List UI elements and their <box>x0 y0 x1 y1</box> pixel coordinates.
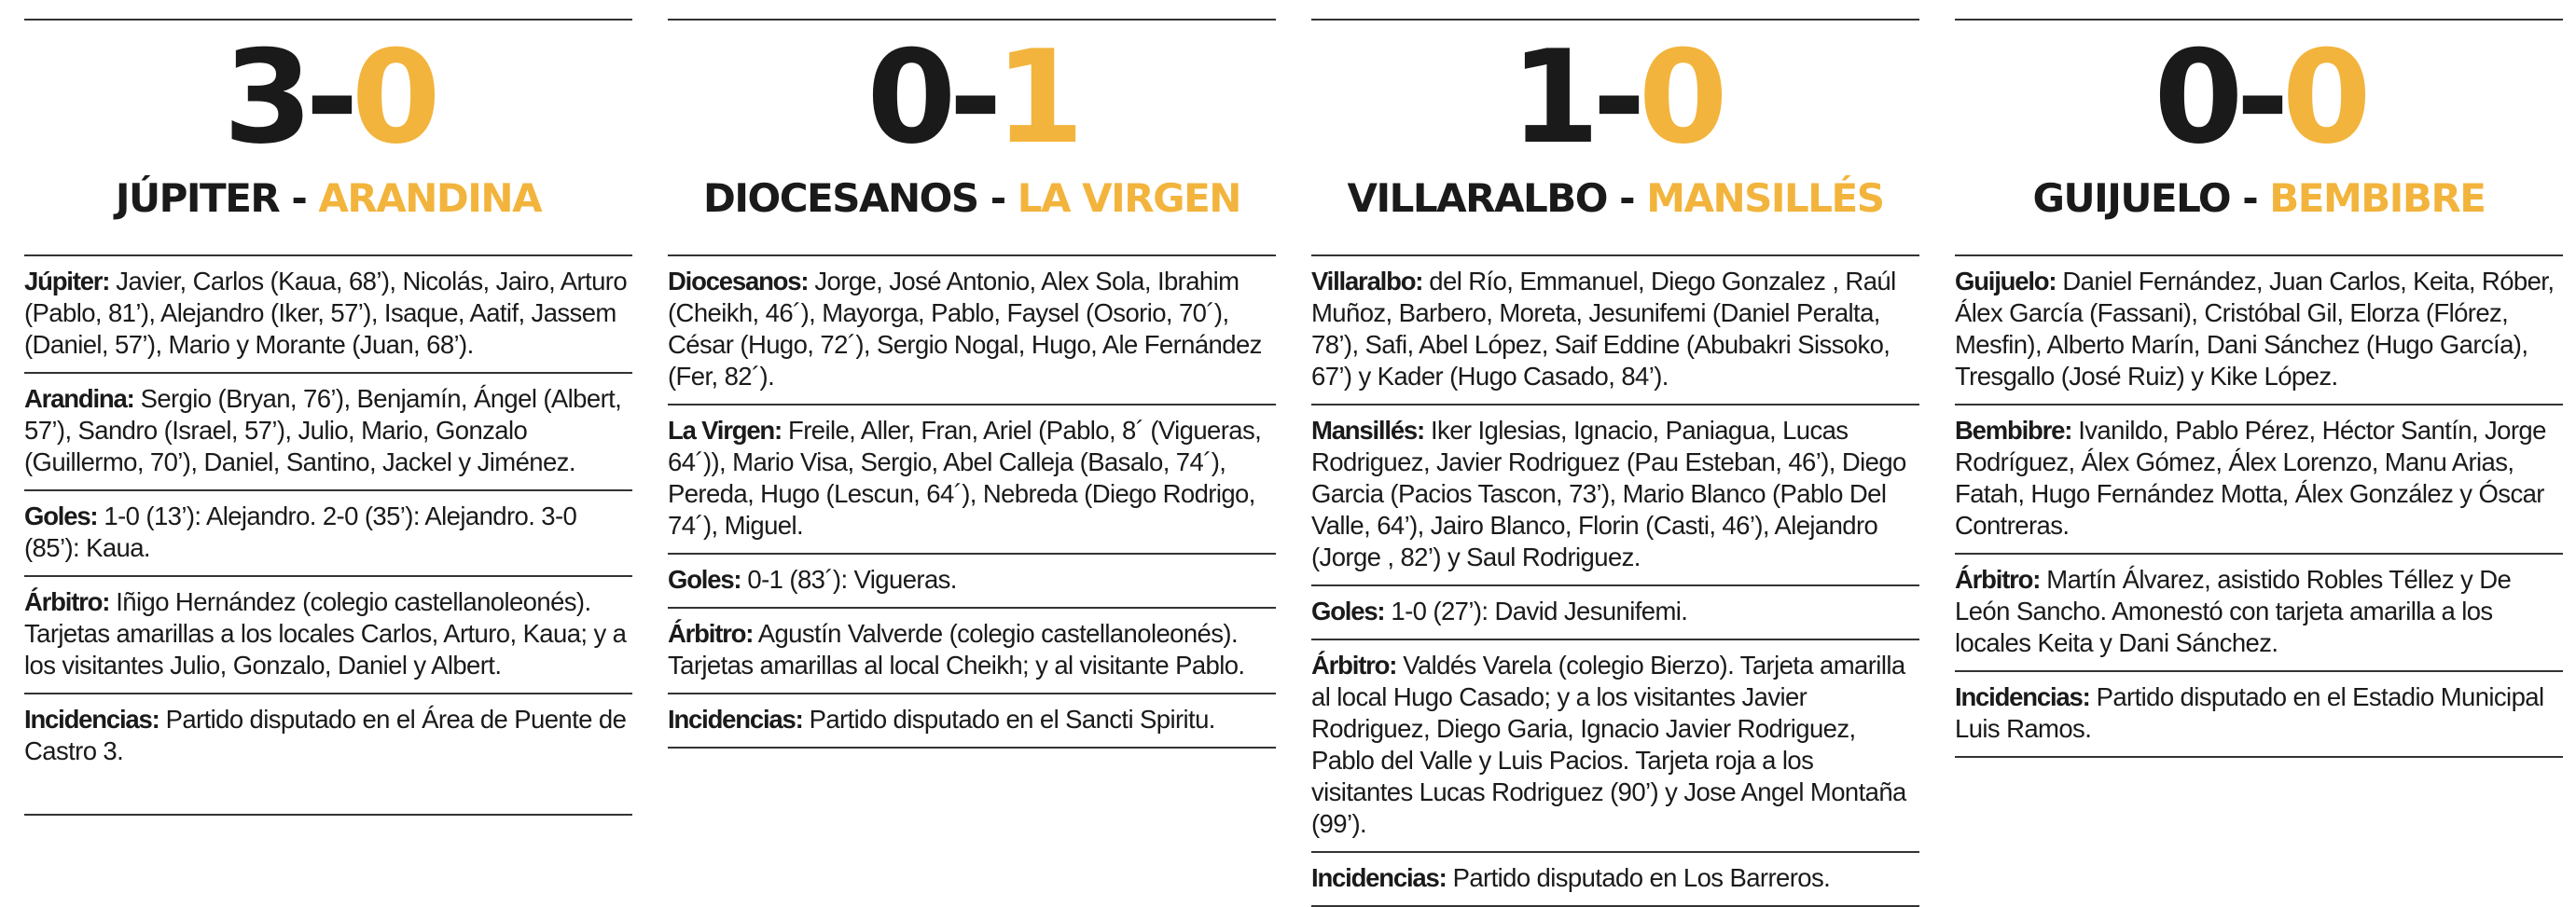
incidents <box>1955 670 2563 756</box>
top-divider <box>24 19 632 21</box>
entry-text: del Río, Emmanuel, Diego Gonzalez , Raúl Muñoz, Barbero, Moreta, Jesunifemi (Daniel Peralta, 78’), Safi, Abel López, Saif Eddine (Abubakri Sissoko, 67’) y Kader (Hugo Casado, 84’). <box>1311 267 1896 391</box>
home-lineup <box>1955 254 2563 404</box>
referee <box>1311 639 1919 851</box>
entry-label: Arandina: <box>24 384 134 413</box>
away-score: 1 <box>994 22 1077 172</box>
home-score: 3 <box>223 22 306 172</box>
entry-text: Freile, Aller, Fran, Ariel (Pablo, 8´ (Vigueras, 64´)), Mario Visa, Sergio, Abel Calleja (Basalo, 74´), Pereda, Hugo (Lescun, 64´), Nebreda (Diego Rodrigo, 74´), Miguel. <box>668 416 1262 540</box>
bottom-divider <box>1955 756 2563 758</box>
away-lineup <box>1311 404 1919 584</box>
top-divider <box>1311 19 1919 21</box>
referee <box>1955 553 2563 670</box>
match-report-jupiter-arandina <box>24 0 632 816</box>
away-team: ARANDINA <box>318 175 542 221</box>
bottom-divider <box>668 747 1276 749</box>
entry-text: Sergio (Bryan, 76’), Benjamín, Ángel (Albert, 57’), Sandro (Israel, 57’), Julio, Mario, Gonzalo (Guillermo, 70’), Daniel, Santino, Jackel y Jiménez. <box>24 384 622 476</box>
entry-text: Javier, Carlos (Kaua, 68’), Nicolás, Jairo, Arturo (Pablo, 81’), Alejandro (Iker, 57’), Isaque, Aatif, Jassem (Daniel, 57’), Mario y Morante (Juan, 68’). <box>24 267 628 359</box>
top-divider <box>1955 19 2563 21</box>
entry-label: Diocesanos: <box>668 267 809 295</box>
entry-text: Partido disputado en el Estadio Municipal Luis Ramos. <box>1955 682 2544 743</box>
entry-text: Iñigo Hernández (colegio castellanoleonés). Tarjetas amarillas a los locales Carlos, Arturo, Kaua; y a los visitantes Julio, Gonzalo, Daniel y Albert. <box>24 587 627 680</box>
entry-label: Árbitro: <box>1955 565 2041 594</box>
entry-label: Mansillés: <box>1311 416 1424 445</box>
entry-label: Villaralbo: <box>1311 267 1423 295</box>
home-lineup <box>1311 254 1919 404</box>
team-names <box>1311 172 1919 225</box>
goals <box>1311 584 1919 639</box>
entry-text: Daniel Fernández, Juan Carlos, Keita, Róber, Álex García (Fassani), Cristóbal Gil, Elorza (Flórez, Mesfin), Alberto Marín, Dani Sánchez (Hugo García), Tresgallo (José Ruiz) y Kike López. <box>1955 267 2555 391</box>
entry-text: Partido disputado en Los Barreros. <box>1446 863 1831 892</box>
entry-text: 0-1 (83´): Vigueras. <box>741 565 957 594</box>
home-lineup <box>24 254 632 372</box>
entry-text: Partido disputado en el Sancti Spiritu. <box>802 705 1215 734</box>
incidents <box>1311 851 1919 905</box>
entry-text: Jorge, José Antonio, Alex Sola, Ibrahim (Cheikh, 46´), Mayorga, Pablo, Faysel (Osorio, 70´), César (Hugo, 72´), Sergio Nogal, Hugo, Ale Fernández (Fer, 82´). <box>668 267 1262 391</box>
entry-text: Agustín Valverde (colegio castellanoleonés). Tarjetas amarillas al local Cheikh; y al visitante Pablo. <box>668 619 1245 680</box>
entry-label: La Virgen: <box>668 416 782 445</box>
entry-text: Iker Iglesias, Ignacio, Paniagua, Lucas Rodriguez, Javier Rodriguez (Pau Esteban, 46’), Diego Garcia (Pacios Tascon, 73’), Mario Blanco (Pablo Del Valle, 64’), Jairo Blanco, Florin (Casti, 46’), Alejandro (Jorge , 82’) y Saul Rodriguez. <box>1311 416 1906 571</box>
scoreline <box>668 22 1276 172</box>
referee <box>668 607 1276 693</box>
away-lineup <box>1955 404 2563 553</box>
away-score: 0 <box>2281 22 2364 172</box>
scoreline <box>1311 22 1919 172</box>
entry-label: Goles: <box>1311 597 1385 625</box>
away-lineup <box>668 404 1276 553</box>
team-names <box>668 172 1276 225</box>
incidents <box>668 693 1276 747</box>
entry-label: Árbitro: <box>24 587 110 616</box>
entry-label: Júpiter: <box>24 267 110 295</box>
entry-text: Martín Álvarez, asistido Robles Téllez y De León Sancho. Amonestó con tarjeta amarilla a los locales Keita y Dani Sánchez. <box>1955 565 2512 657</box>
match-report-diocesanos-la-virgen <box>668 0 1276 749</box>
team-names <box>24 172 632 225</box>
home-team: GUIJUELO <box>2032 175 2231 221</box>
entry-text: Valdés Varela (colegio Bierzo). Tarjeta amarilla al local Hugo Casado; y a los visitantes Javier Rodriguez, Diego Garia, Ignacio Javier Rodriguez, Pablo del Valle y Luis Pacios. Tarjeta roja a los visitantes Lucas Rodriguez (90’) y Jose Angel Montaña (99’). <box>1311 651 1906 838</box>
team-names <box>1955 172 2563 225</box>
home-score: 0 <box>866 22 949 172</box>
entry-label: Goles: <box>668 565 741 594</box>
match-report-guijuelo-bembibre <box>1955 0 2563 758</box>
score-separator: - <box>1592 22 1639 172</box>
entry-label: Goles: <box>24 502 98 530</box>
entry-text: Partido disputado en el Área de Puente de Castro 3. <box>24 705 627 765</box>
scoreline <box>1955 22 2563 172</box>
entry-label: Incidencias: <box>1311 863 1447 892</box>
entry-label: Incidencias: <box>24 705 159 734</box>
home-score: 1 <box>1510 22 1593 172</box>
away-team: BEMBIBRE <box>2269 175 2486 221</box>
away-team: MANSILLÉS <box>1646 175 1884 221</box>
goals <box>668 553 1276 607</box>
home-team: VILLARALBO <box>1347 175 1607 221</box>
score-separator: - <box>949 22 995 172</box>
home-score: 0 <box>2154 22 2237 172</box>
entry-label: Guijuelo: <box>1955 267 2057 295</box>
team-separator: - <box>1607 175 1647 221</box>
entry-text: Ivanildo, Pablo Pérez, Héctor Santín, Jorge Rodríguez, Álex Gómez, Álex Lorenzo, Manu Arias, Fatah, Hugo Fernández Motta, Álex González y Óscar Contreras. <box>1955 416 2546 540</box>
away-score: 0 <box>351 22 434 172</box>
scoreline <box>24 22 632 172</box>
referee <box>24 575 632 693</box>
match-report-villaralbo-mansilles <box>1311 0 1919 907</box>
away-score: 0 <box>1638 22 1721 172</box>
away-lineup <box>24 372 632 489</box>
incidents <box>24 693 632 814</box>
entry-text: 1-0 (27’): David Jesunifemi. <box>1384 597 1688 625</box>
top-divider <box>668 19 1276 21</box>
home-lineup <box>668 254 1276 404</box>
entry-label: Árbitro: <box>668 619 754 648</box>
team-separator: - <box>2230 175 2270 221</box>
team-separator: - <box>279 175 319 221</box>
goals <box>24 489 632 575</box>
score-separator: - <box>2236 22 2282 172</box>
team-separator: - <box>977 175 1018 221</box>
away-team: LA VIRGEN <box>1017 175 1240 221</box>
entry-label: Bembibre: <box>1955 416 2072 445</box>
entry-label: Incidencias: <box>668 705 803 734</box>
entry-text: 1-0 (13’): Alejandro. 2-0 (35’): Alejandro. 3-0 (85’): Kaua. <box>24 502 577 562</box>
bottom-divider <box>24 814 632 816</box>
home-team: DIOCESANOS <box>703 175 978 221</box>
home-team: JÚPITER <box>115 175 280 221</box>
entry-label: Incidencias: <box>1955 682 2090 711</box>
score-separator: - <box>305 22 352 172</box>
entry-label: Árbitro: <box>1311 651 1397 680</box>
